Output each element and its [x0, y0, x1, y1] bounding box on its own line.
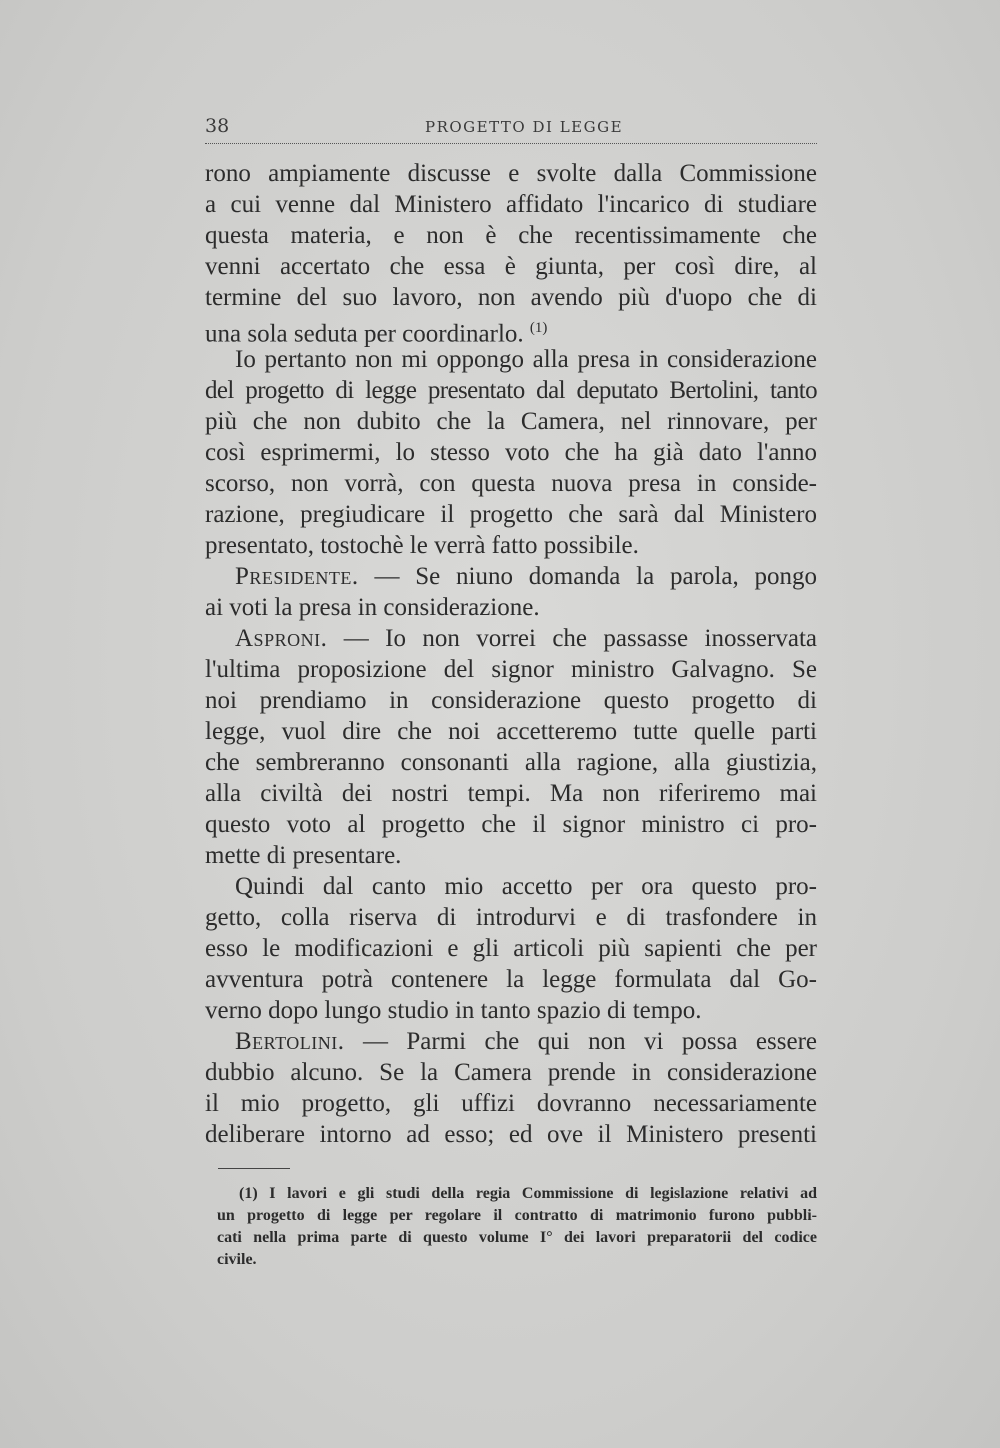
speaker-name: Asproni.	[235, 625, 328, 652]
text-line: presentato, tostochè le verrà fatto possibile.	[205, 532, 639, 559]
text-line: noi prendiamo in considerazione questo progetto di	[205, 687, 817, 714]
text-line: dubbio alcuno. Se la Camera prende in considerazione	[205, 1059, 817, 1086]
running-title: PROGETTO DI LEGGE	[425, 118, 624, 136]
text-line: avventura potrà contenere la legge formulata dal Go-	[205, 966, 817, 993]
text-line: scorso, non vorrà, con questa nuova presa in conside-	[205, 470, 817, 497]
text-line: mette di presentare.	[205, 842, 402, 869]
text-line: a cui venne dal Ministero affidato l'incarico di studiare	[205, 191, 817, 218]
header-rule	[205, 143, 817, 144]
text-line: deliberare intorno ad esso; ed ove il Ministero presenti	[205, 1121, 817, 1148]
text-line: l'ultima proposizione del signor ministro Galvagno. Se	[205, 656, 817, 683]
text-line: getto, colla riserva di introdurvi e di trasfondere in	[205, 904, 817, 931]
text-line	[205, 561, 817, 592]
text-line: che sembreranno consonanti alla ragione, alla giustizia,	[205, 749, 817, 776]
text-line: termine del suo lavoro, non avendo più d'uopo che di	[205, 284, 817, 311]
speaker-name: Presidente.	[235, 563, 359, 590]
text-line-content: — Se niuno domanda la parola, pongo	[358, 563, 817, 590]
text-line: Quindi dal canto mio accetto per ora questo pro-	[235, 873, 817, 900]
text-line: questa materia, e non è che recentissimamente che	[205, 222, 817, 249]
text-line: alla civiltà dei nostri tempi. Ma non riferiremo mai	[205, 780, 817, 807]
page-number: 38	[205, 115, 230, 137]
text-line: verno dopo lungo studio in tanto spazio di tempo.	[205, 997, 702, 1024]
text-line-content: — Io non vorrei che passasse inosservata	[327, 625, 817, 652]
text-line	[205, 623, 817, 654]
text-line: il mio progetto, gli uffizi dovranno necessariamente	[205, 1090, 817, 1117]
text-line: del progetto di legge presentato dal deputato Bertolini, tanto	[205, 377, 817, 404]
footnote-line: (1) I lavori e gli studi della regia Commissione di legislazione relativi ad	[239, 1185, 817, 1202]
text-line: Io pertanto non mi oppongo alla presa in considerazione	[235, 346, 817, 373]
footnote-rule	[218, 1168, 290, 1169]
text-line: ai voti la presa in considerazione.	[205, 594, 540, 621]
text-line	[205, 1026, 817, 1057]
text-line: rono ampiamente discusse e svolte dalla Commissione	[205, 160, 817, 187]
running-head	[205, 115, 817, 147]
text-line: razione, pregiudicare il progetto che sarà dal Ministero	[205, 501, 817, 528]
footnote-line: un progetto di legge per regolare il contratto di matrimonio furono pubbli-	[217, 1207, 817, 1224]
text-line-content: una sola seduta per coordinarlo.	[205, 320, 524, 348]
footnote	[217, 1183, 817, 1271]
text-line	[205, 313, 817, 348]
footnote-line: cati nella prima parte di questo volume I° dei lavori preparatorii del codice	[217, 1229, 817, 1246]
speaker-name: Bertolini.	[235, 1028, 345, 1055]
body-text	[205, 158, 817, 1150]
text-line: legge, vuol dire che noi accetteremo tutte quelle parti	[205, 718, 817, 745]
footnote-reference: (1)	[529, 320, 548, 336]
text-line: più che non dubito che la Camera, nel rinnovare, per	[205, 408, 817, 435]
text-line: così esprimermi, lo stesso voto che ha già dato l'anno	[205, 439, 817, 466]
footnote-line: civile.	[217, 1251, 257, 1268]
text-line: esso le modificazioni e gli articoli più sapienti che per	[205, 935, 817, 962]
text-line-content: — Parmi che qui non vi possa essere	[344, 1028, 817, 1055]
text-line: questo voto al progetto che il signor ministro ci pro-	[205, 811, 817, 838]
text-line: venni accertato che essa è giunta, per così dire, al	[205, 253, 817, 280]
